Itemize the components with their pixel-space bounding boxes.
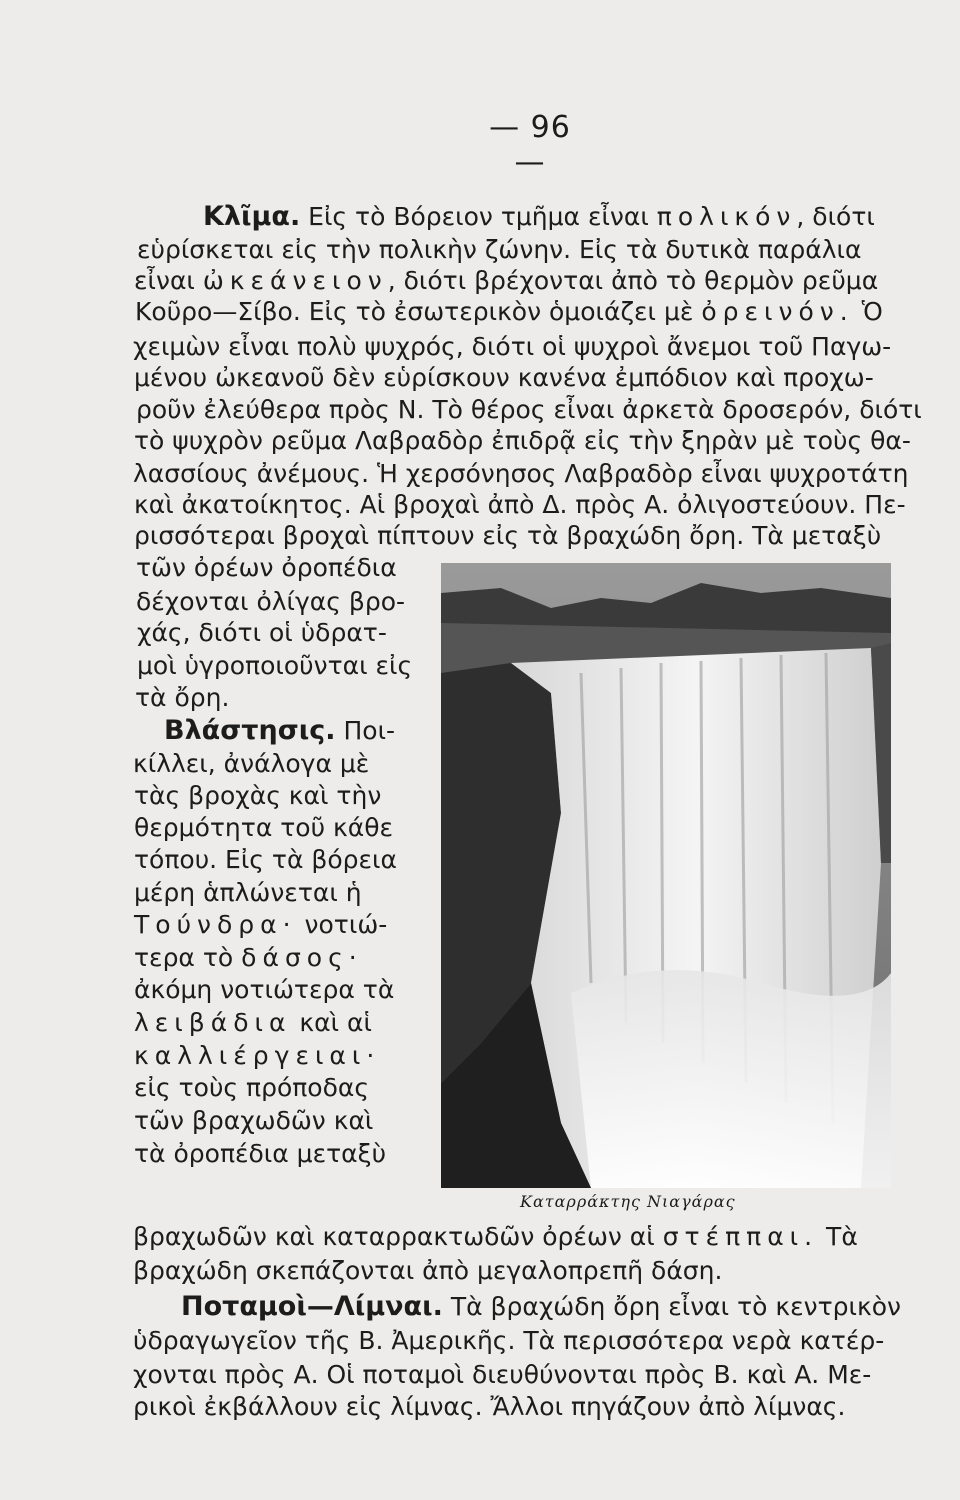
waterfall-photo-icon: [441, 563, 891, 1188]
vlastisis-line-1: [164, 716, 395, 746]
spaced-word-okeaneion: ὠκεάνειον: [202, 266, 388, 295]
klima-line-1: [203, 202, 875, 232]
vlastisis-text: Τὰ: [826, 1222, 858, 1251]
klima-text: Κοῦρο—Σίβο. Εἰς τὸ ἐσωτερικὸν ὁμοιάζει μὲ: [135, 297, 694, 326]
vlastisis-line-3: τὰς βροχὰς καὶ τὴν: [134, 781, 382, 810]
page-number: — 96 —: [489, 110, 571, 180]
klima-line-8: τὸ ψυχρὸν ρεῦμα Λαβραδὸρ ἐπιδρᾷ εἰς τὴν ξηρὰν μὲ τοὺς θα-: [134, 426, 911, 455]
klima-text: , διότι βρέχονται ἀπὸ τὸ θερμὸν ρεῦμα: [387, 266, 879, 295]
vlastisis-line-13: τῶν βραχωδῶν καὶ: [134, 1106, 374, 1135]
vlastisis-line-4: θερμότητα τοῦ κάθε: [134, 813, 394, 842]
section-heading-potamoi: Ποταμοὶ—Λίμναι.: [181, 1291, 443, 1322]
vlastisis-line-5: τόπου. Εἰς τὰ βόρεια: [134, 845, 397, 874]
klima-line-4: [135, 297, 883, 327]
vlastisis-line-11: [134, 1041, 380, 1071]
spaced-word-steppai: στέππαι.: [662, 1222, 819, 1251]
klima-line-2: εὑρίσκεται εἰς τὴν πολικὴν ζώνην. Εἰς τὰ δυτικὰ παράλια: [137, 235, 862, 264]
klima-line-13: δέχονται ὀλίγας βρο-: [136, 587, 406, 616]
klima-line-6: μένου ὠκεανοῦ δὲν εὑρίσκουν κανένα ἐμπόδιον καὶ προχω-: [134, 363, 874, 392]
potamoi-line-1: [181, 1292, 901, 1322]
vlastisis-line-15: [133, 1222, 858, 1252]
spaced-word-leivadia: λειβάδια: [134, 1008, 292, 1037]
klima-line-14: χάς, διότι οἱ ὑδρατ-: [137, 618, 387, 647]
klima-line-7: ροῦν ἐλεύθερα πρὸς Ν. Τὸ θέρος εἶναι ἀρκετὰ δροσερόν, διότι: [136, 395, 922, 424]
vlastisis-line-16: βραχώδη σκεπάζονται ἀπὸ μεγαλοπρεπῆ δάση.: [133, 1256, 723, 1285]
klima-line-5: χειμὼν εἶναι πολὺ ψυχρός, διότι οἱ ψυχροὶ ἄνεμοι τοῦ Παγω-: [133, 332, 892, 361]
vlastisis-text: τερα τὸ: [134, 943, 234, 972]
spaced-word-polikon: πολικόν: [656, 202, 797, 231]
vlastisis-line-7: [134, 910, 387, 940]
klima-text: , διότι: [796, 202, 875, 231]
spaced-word-dasos: δάσος·: [241, 943, 363, 972]
vlastisis-text: Ποι-: [343, 716, 396, 745]
klima-line-9: λασσίους ἀνέμους. Ἡ χερσόνησος Λαβραδὸρ εἶναι ψυχροτάτη: [133, 459, 909, 488]
vlastisis-line-6: μέρη ἁπλώνεται ἡ: [134, 878, 362, 907]
potamoi-line-3: χονται πρὸς Α. Οἱ ποταμοὶ διευθύνονται πρὸς Β. καὶ Α. Με-: [133, 1360, 872, 1389]
spaced-word-oreinon: ὀρεινόν.: [701, 297, 854, 326]
vlastisis-line-9: ἀκόμη νοτιώτερα τὰ: [134, 975, 395, 1004]
klima-line-3: [134, 266, 878, 296]
klima-line-12: τῶν ὀρέων ὀροπέδια: [136, 553, 397, 582]
waterfall-photo: [441, 563, 891, 1188]
vlastisis-line-12: εἰς τοὺς πρόποδας: [134, 1073, 370, 1102]
vlastisis-line-8: [134, 943, 363, 973]
section-heading-vlastisis: Βλάστησις.: [164, 715, 336, 746]
vlastisis-line-10: [134, 1008, 372, 1038]
klima-line-16: τὰ ὄρη.: [135, 683, 230, 712]
spaced-word-toundra: Τούνδρα·: [134, 910, 297, 939]
klima-text: εἶναι: [134, 266, 195, 295]
klima-text: Ὁ: [861, 297, 883, 326]
vlastisis-line-14: τὰ ὀροπέδια μεταξὺ: [134, 1139, 387, 1168]
vlastisis-text: βραχωδῶν καὶ καταρρακτωδῶν ὀρέων αἱ: [133, 1222, 655, 1251]
spaced-word-kalliergeiai: καλλιέργειαι·: [134, 1041, 381, 1070]
klima-line-10: καὶ ἀκατοίκητος. Αἱ βροχαὶ ἀπὸ Δ. πρὸς Α. ὀλιγοστεύουν. Πε-: [134, 490, 906, 519]
klima-line-11: ρισσότεραι βροχαὶ πίπτουν εἰς τὰ βραχώδη ὄρη. Τὰ μεταξὺ: [134, 521, 882, 550]
vlastisis-text: νοτιώ-: [304, 910, 388, 939]
klima-line-15: μοὶ ὑγροποιοῦνται εἰς: [137, 651, 413, 680]
section-heading-klima: Κλῖμα.: [203, 201, 301, 232]
potamoi-line-2: ὑδραγωγεῖον τῆς Β. Ἀμερικῆς. Τὰ περισσότερα νερὰ κατέρ-: [133, 1326, 885, 1355]
vlastisis-line-2: κίλλει, ἀνάλογα μὲ: [133, 749, 370, 778]
potamoi-line-4: ρικοὶ ἐκβάλλουν εἰς λίμνας. Ἄλλοι πηγάζουν ἀπὸ λίμνας.: [133, 1392, 846, 1421]
figure-caption: Καταρράκτης Νιαγάρας: [520, 1192, 736, 1211]
vlastisis-text: καὶ αἱ: [299, 1008, 372, 1037]
potamoi-text: Τὰ βραχώδη ὄρη εἶναι τὸ κεντρικὸν: [450, 1292, 901, 1321]
klima-text: Εἰς τὸ Βόρειον τμῆμα εἶναι: [308, 202, 649, 231]
